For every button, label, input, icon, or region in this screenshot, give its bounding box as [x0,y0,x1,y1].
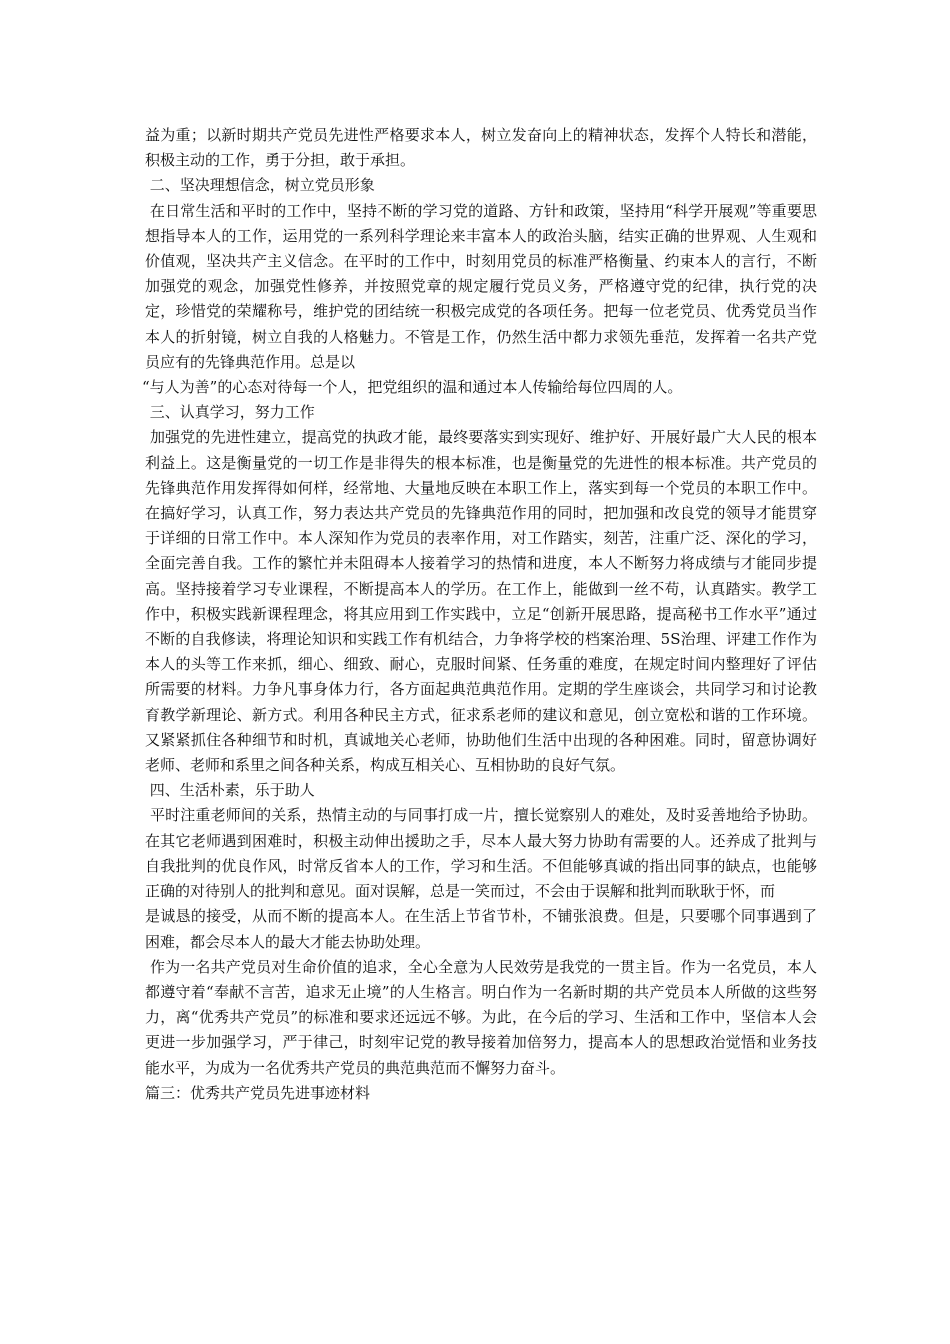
paragraph-life-continuation: 是诚恳的接受，从而不断的提高本人。在生活上节省节朴，不铺张浪费。但是，只要哪个同事遇到了困难，都会尽本人的最大才能去协助处理。 [145,907,817,951]
document-body [142,123,817,1106]
paragraph-intro-continuation: 益为重；以新时期共产党员先进性严格要求本人，树立发奋向上的精神状态，发挥个人特长和潜能，积极主动的工作，勇于分担，敢于承担。 [145,126,817,170]
paragraph-conclusion: 作为一名共产党员对生命价值的追求，全心全意为人民效劳是我党的一贯主旨。作为一名党员，本人都遵守着“奉献不言苦，追求无止境”的人生格言。明白作为一名新时期的共产党员本人所做的这些努力，离“优秀共产党员”的标准和要求还远远不够。为此，在今后的学习、生活和工作中，坚信本人会更进一步加强学习，严于律己，时刻牢记党的教导接着加倍努力，提高本人的思想政治觉悟和业务技能水平，为成为一名优秀共产党员的典范典范而不懈努力奋斗。 [145,957,817,1077]
paragraph-study: 加强党的先进性建立，提高党的执政才能，最终要落实到实现好、维护好、开展好最广大人民的根本利益上。这是衡量党的一切工作是非得失的根本标准，也是衡量党的先进性的根本标准。共产党员的先锋典范作用发挥得如何样，经常地、大量地反映在本职工作上，落实到每一个党员的本职工作中。在搞好学习，认真工作，努力表达共产党员的先锋典范作用的同时，把加强和改良党的领导才能贯穿于详细的日常工作中。本人深知作为党员的表率作用，对工作踏实，刻苦，注重广泛、深化的学习，全面完善自我。工作的繁忙并未阻碍本人接着学习的热情和进度，本人不断努力将成绩与才能同步提高。坚持接着学习专业课程，不断提高本人的学历。在工作上，能做到一丝不苟，认真踏实。教学工作中，积极实践新课程理念，将其应用到工作实践中，立足“创新开展思路，提高秘书工作水平”通过不断的自我修读，将理论知识和实践工作有机结合，力争将学校的档案治理、5S治理、评建工作作为本人的头等工作来抓，细心、细致、耐心，克服时间紧、任务重的难度，在规定时间内整理好了评估所需要的材料。力争凡事身体力行，各方面起典范典范作用。定期的学生座谈会，共同学习和讨论教育教学新理论、新方式。利用各种民主方式，征求系老师的建议和意见，创立宽松和谐的工作环境。又紧紧抓住各种细节和时机，真诚地关心老师，协助他们生活中出现的各种困难。同时，留意协调好老师、老师和系里之间各种关系，构成互相关心、互相协助的良好气氛。 [145,428,817,775]
paragraph-ideals: 在日常生活和平时的工作中，坚持不断的学习党的道路、方针和政策，坚持用“科学开展观”等重要思想指导本人的工作，运用党的一系列科学理论来丰富本人的政治头脑，结实正确的世界观、人生观和价值观，坚决共产主义信念。在平时的工作中，时刻用党员的标准严格衡量、约束本人的言行，不断加强党的观念，加强党性修养，并按照党章的规定履行党员义务，严格遵守党的纪律，执行党的决定，珍惜党的荣耀称号，维护党的团结统一积极完成党的各项任务。把每一位老党员、优秀党员当作本人的折射镜，树立自我的人格魅力。不管是工作，仍然生活中都力求领先垂范，发挥着一名共产党员应有的先锋典范作用。总是以 [145,201,817,371]
paragraph-life: 平时注重老师间的关系，热情主动的与同事打成一片，擅长觉察别人的难处，及时妥善地给予协助。在其它老师遇到困难时，积极主动伸出援助之手，尽本人最大努力协助有需要的人。还养成了批判与自我批判的优良作风，时常反省本人的工作，学习和生活。不但能够真诚的指出同事的缺点，也能够正确的对待别人的批判和意见。面对误解，总是一笑而过，不会由于误解和批判而耿耿于怀，而 [145,806,817,901]
section-heading-life: 四、生活朴素，乐于助人 [145,781,315,800]
section-heading-study: 三、认真学习，努力工作 [145,403,315,422]
next-article-title: 篇三：优秀共产党员先进事迹材料 [145,1083,371,1102]
section-heading-ideals: 二、坚决理想信念，树立党员形象 [145,176,375,195]
paragraph-ideals-continuation: “与人为善”的心态对待每一个人，把党组织的温和通过本人传输给每位四周的人。 [142,378,683,397]
